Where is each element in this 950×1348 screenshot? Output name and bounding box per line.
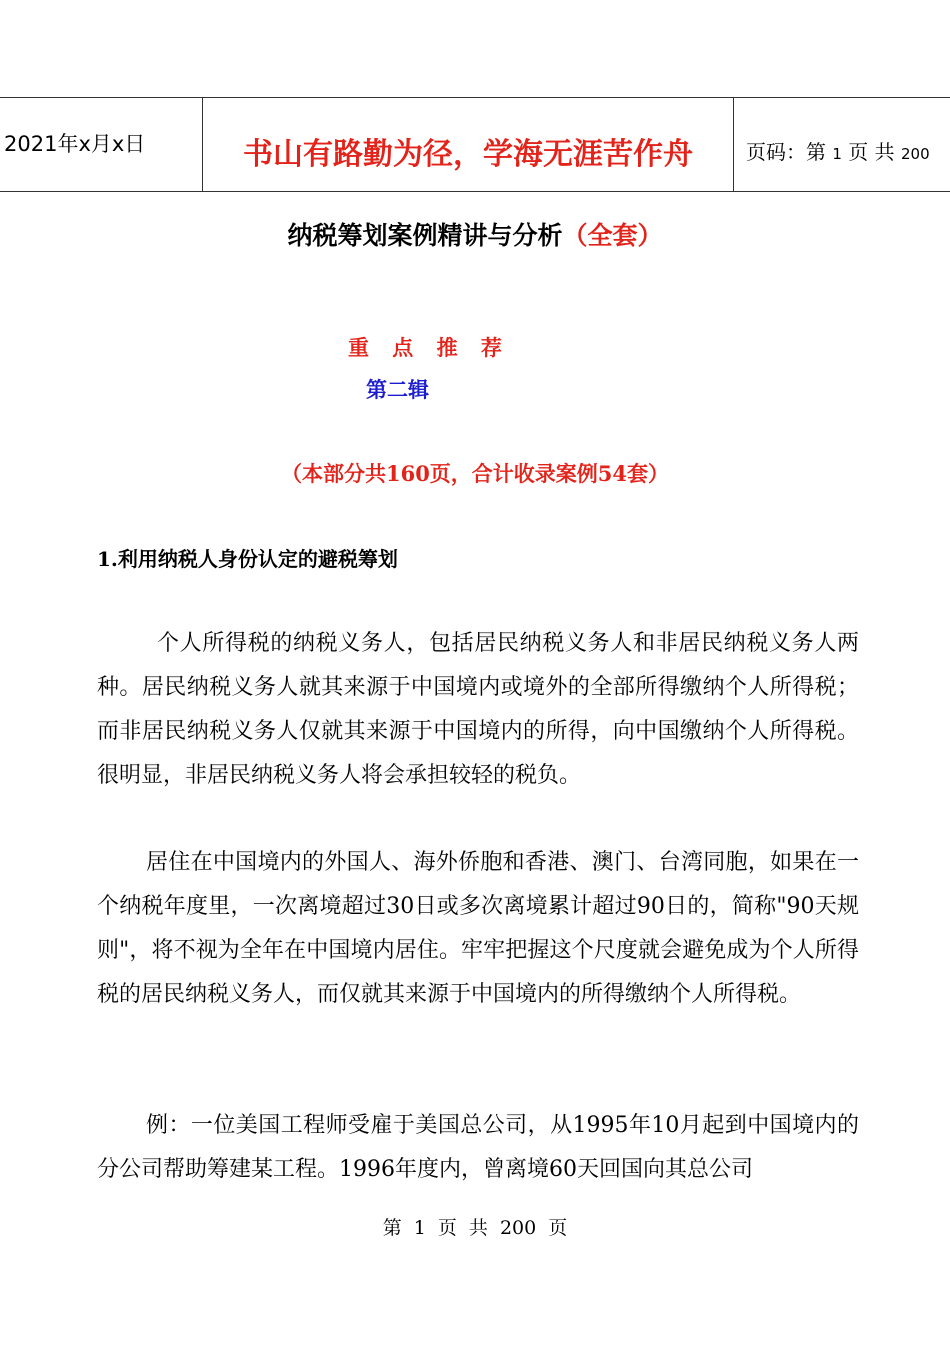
header-page-total: 200 (900, 145, 930, 163)
paragraph-2: 居住在中国境内的外国人、海外侨胞和香港、澳门、台湾同胞，如果在一个纳税年度里，一次离境超过30日或多次离境累计超过90日的，简称"90天规则"，将不视为全年在中国境内居住。牢牢把握这个尺度就会避免成为个人所得税的居民纳税义务人，而仅就其来源于中国境内的所得缴纳个人所得税。 (97, 850, 859, 1007)
header-date: 2021年x月x日 (4, 132, 146, 156)
header-motto: 书山有路勤为径，学海无涯苦作舟 (243, 137, 693, 172)
header-page-number: 1 (832, 145, 842, 163)
document-title (0, 216, 950, 252)
paragraph-1: 个人所得税的纳税义务人，包括居民纳税义务人和非居民纳税义务人两种。居民纳税义务人就其来源于中国境内或境外的全部所得缴纳个人所得税；而非居民纳税义务人仅就其来源于中国境内的所得，向中国缴纳个人所得税。很明显，非居民纳税义务人将会承担较轻的税负。 (97, 631, 859, 788)
header-page-indicator (746, 136, 930, 165)
header-page-cell (734, 98, 950, 191)
summary-line: （本部分共160页，合计收录案例54套） (280, 461, 670, 486)
header-motto-cell (203, 98, 734, 191)
header-table (0, 97, 950, 192)
header-date-cell (0, 98, 203, 191)
footer-page-number: 第 1 页 共 200 页 (382, 1217, 568, 1239)
document-title-main: 纳税筹划案例精讲与分析 (287, 221, 563, 250)
series-label: 第二辑 (366, 378, 429, 402)
section-heading: 1.利用纳税人身份认定的避税筹划 (97, 547, 398, 571)
paragraph-3: 例：一位美国工程师受雇于美国总公司，从1995年10月起到中国境内的分公司帮助筹建某工程。1996年度内，曾离境60天回国向其总公司 (97, 1113, 859, 1182)
recommend-label: 重 点 推 荐 (348, 336, 510, 360)
header-page-label: 页码：第 (746, 140, 826, 164)
document-title-highlight: （全套） (562, 221, 663, 250)
header-page-middle: 页 共 (848, 140, 895, 164)
